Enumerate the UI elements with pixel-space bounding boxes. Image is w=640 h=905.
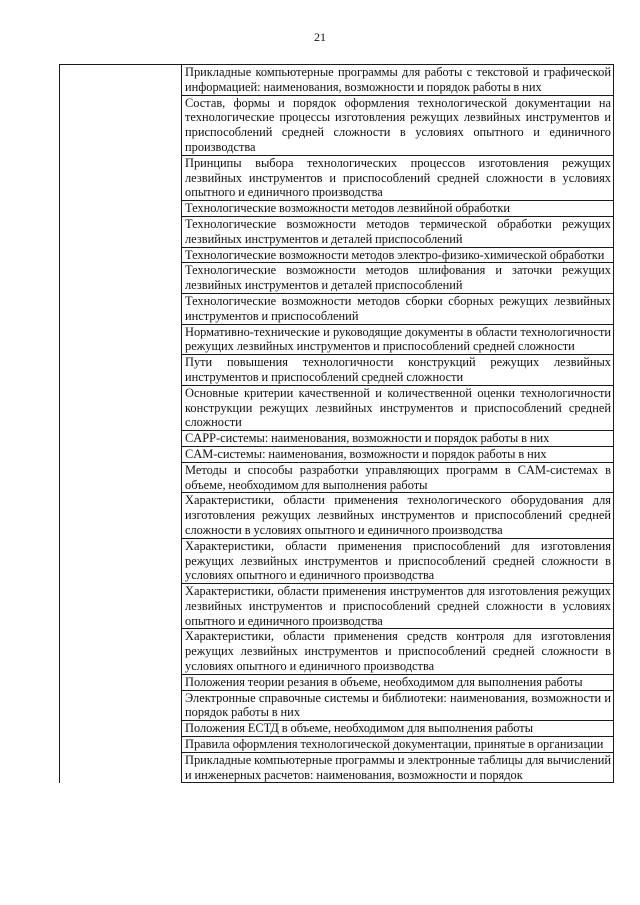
row-text: Методы и способы разработки управляющих программ в CAM-системах в объеме, необходимом для выполнения работы [185, 462, 611, 492]
row-text: Положения теории резания в объеме, необходимом для выполнения работы [185, 674, 583, 689]
category-cell [60, 65, 182, 783]
table-cell [182, 155, 614, 200]
table-cell [182, 752, 614, 783]
table-cell [182, 355, 614, 386]
row-text: Электронные справочные системы и библиотеки: наименования, возможности и порядок работы в них [185, 690, 611, 720]
table-cell [182, 263, 614, 294]
row-text: Положения ЕСТД в объеме, необходимом для выполнения работы [185, 721, 534, 736]
table-cell [182, 737, 614, 753]
row-text: Основные критерии качественной и количественной оценки технологичности конструкции режущих лезвийных инструментов и приспособлений средней сложности [185, 385, 611, 430]
table-cell [182, 690, 614, 721]
table-cell [182, 493, 614, 538]
table-cell [182, 584, 614, 629]
table-cell [182, 247, 614, 263]
table-body [60, 65, 614, 783]
row-text: Технологические возможности методов лезвийной обработки [185, 201, 510, 216]
row-text: Правила оформления технологической документации, принятые в организации [185, 737, 604, 752]
table-cell [182, 674, 614, 690]
table-cell [182, 446, 614, 462]
table-cell [182, 95, 614, 155]
row-text: Характеристики, области применения технологического оборудования для изготовления режущих лезвийных инструментов и приспособлений средней сложности в условиях опытного и единичного производства [185, 493, 611, 537]
table-cell [182, 538, 614, 583]
row-text: Технологические возможности методов шлифования и заточки режущих лезвийных инструментов и деталей приспособлений [185, 263, 611, 293]
table-cell [182, 201, 614, 217]
table-cell [182, 431, 614, 447]
table-cell [182, 721, 614, 737]
row-text: CAM-системы: наименования, возможности и порядок работы в них [185, 446, 547, 461]
table-cell [182, 629, 614, 674]
row-text: Характеристики, области применения средств контроля для изготовления режущих лезвийных инструментов и приспособлений средней сложности в условиях опытного и единичного производства [185, 629, 611, 674]
row-text: Нормативно-технические и руководящие документы в области технологичности режущих лезвийных инструментов и приспособлений средней сложности [185, 324, 611, 354]
row-text: Технологические возможности методов электро-физико-химической обработки [185, 247, 605, 262]
row-text: CAPP-системы: наименования, возможности и порядок работы в них [185, 431, 550, 446]
row-text: Принципы выбора технологических процессов изготовления режущих лезвийных инструментов и приспособлений средней сложности в условиях опытного и единичного производства [185, 155, 611, 200]
table-cell [182, 293, 614, 324]
table-row [60, 65, 614, 96]
row-text: Технологические возможности методов термической обработки режущих лезвийных инструментов и деталей приспособлений [185, 216, 611, 246]
row-text: Характеристики, области применения инструментов для изготовления режущих лезвийных инструментов и приспособлений средней сложности в условиях опытного и единичного производства [185, 584, 611, 628]
row-text: Технологические возможности методов сборки сборных режущих лезвийных инструментов и приспособлений [185, 293, 611, 323]
table-cell [182, 462, 614, 493]
row-text: Прикладные компьютерные программы для работы с текстовой и графической информацией: наименования, возможности и порядок работы в них [185, 65, 611, 94]
row-text: Характеристики, области применения приспособлений для изготовления режущих лезвийных инструментов и приспособлений средней сложности в условиях опытного и единичного производства [185, 538, 611, 583]
row-text: Прикладные компьютерные программы и электронные таблицы для вычислений и инженерных расчетов: наименования, возможности и порядок [185, 752, 611, 782]
row-text: Пути повышения технологичности конструкций режущих лезвийных инструментов и приспособлений средней сложности [185, 355, 611, 384]
table-cell [182, 324, 614, 355]
requirements-table [59, 64, 614, 783]
page-number: 21 [314, 30, 326, 44]
table-cell [182, 216, 614, 247]
table-cell [182, 385, 614, 430]
table-cell [182, 65, 614, 96]
row-text: Состав, формы и порядок оформления технологической документации на технологические процессы изготовления режущих лезвийных инструментов и приспособлений средней сложности в условиях опытного и единичного производства [185, 95, 611, 154]
